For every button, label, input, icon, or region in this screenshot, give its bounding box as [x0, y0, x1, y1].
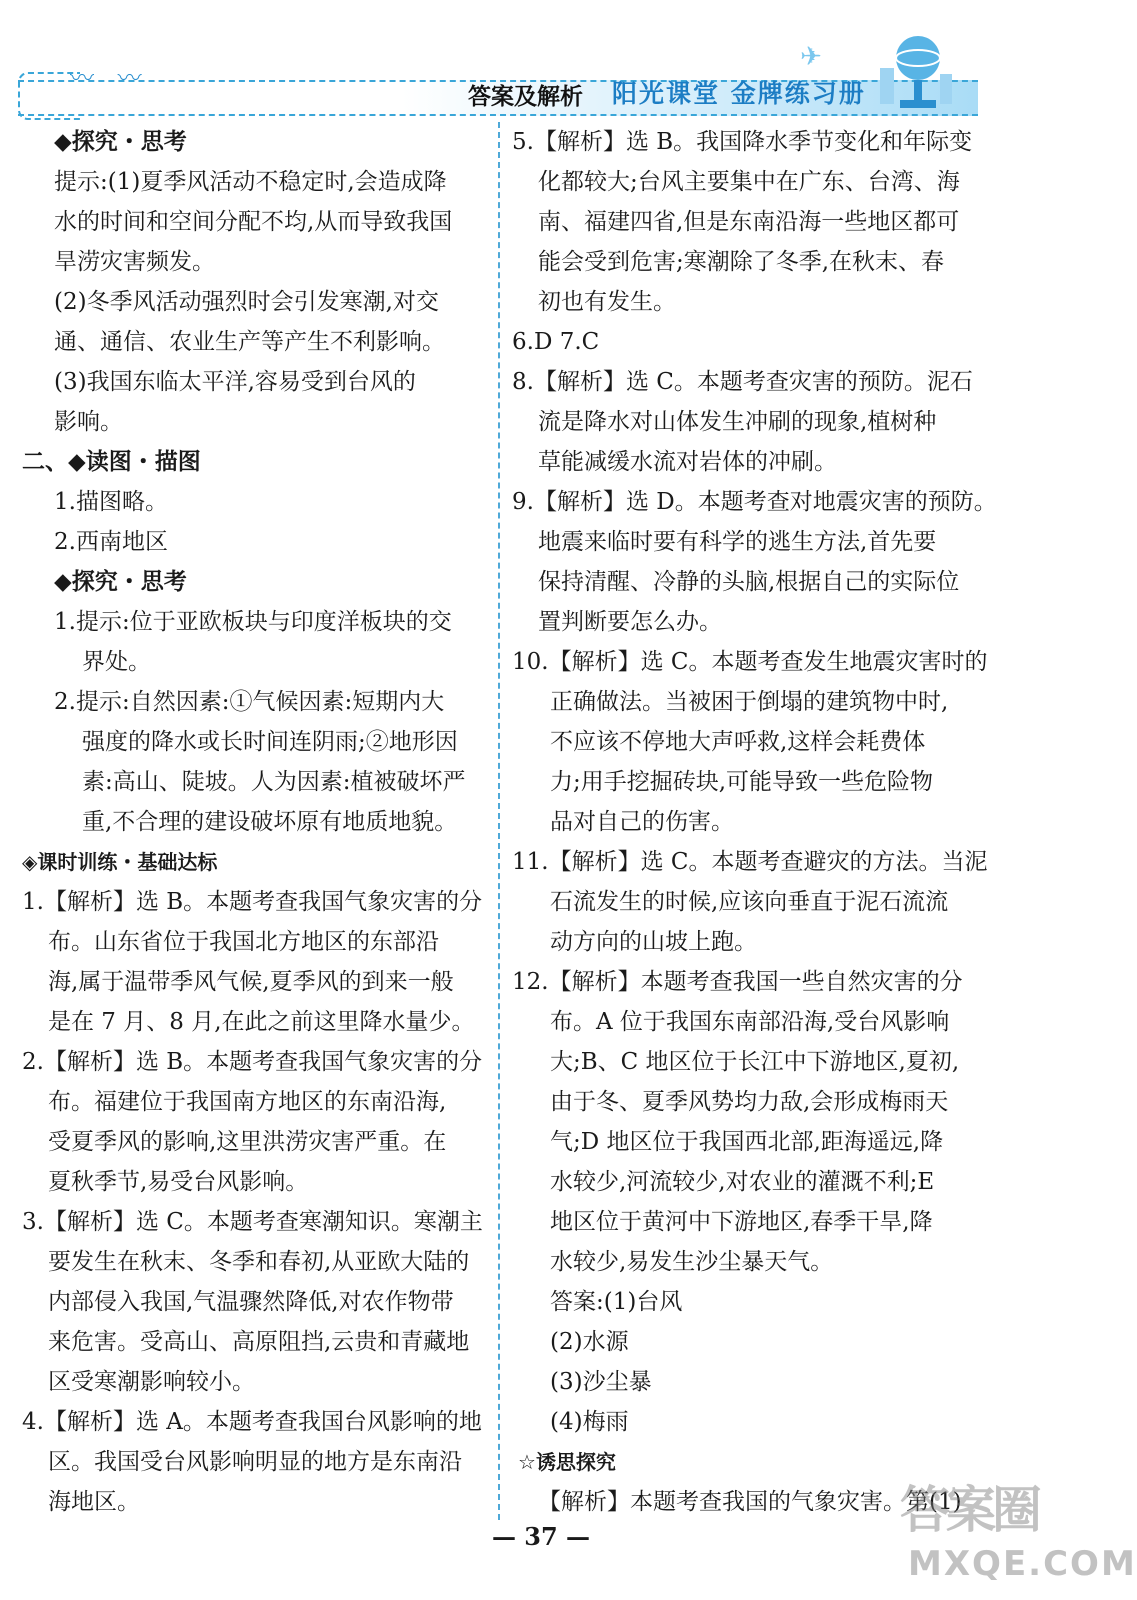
text-line: 力;用手挖掘砖块,可能导致一些危险物 — [550, 769, 934, 795]
text-line: 石流发生的时候,应该向垂直于泥石流流 — [550, 889, 949, 915]
text-line: 9.【解析】选 D。本题考查对地震灾害的预防。 — [512, 489, 997, 515]
text-line: 旱涝灾害频发。 — [54, 249, 215, 275]
text-line: (3)沙尘暴 — [550, 1369, 652, 1395]
text-line: 2.西南地区 — [54, 529, 168, 555]
text-line: 提示:(1)夏季风活动不稳定时,会造成降 — [54, 169, 447, 195]
page-number: — 37 — — [491, 1522, 591, 1551]
text-line: 化都较大;台风主要集中在广东、台湾、海 — [538, 169, 960, 195]
text-line: 1.描图略。 — [54, 489, 168, 515]
text-line: 保持清醒、冷静的头脑,根据自己的实际位 — [538, 569, 960, 595]
text-line: 布。福建位于我国南方地区的东南沿海, — [48, 1089, 447, 1115]
text-line: 地区位于黄河中下游地区,春季干旱,降 — [550, 1209, 933, 1235]
text-line: 10.【解析】选 C。本题考查发生地震灾害时的 — [512, 649, 988, 675]
text-line: 区。我国受台风影响明显的地方是东南沿 — [48, 1449, 462, 1475]
star-icon: ☆ — [518, 1450, 536, 1474]
text-line: 夏秋季节,易受台风影响。 — [48, 1169, 309, 1195]
text-line: 要发生在秋末、冬季和春初,从亚欧大陆的 — [48, 1249, 470, 1275]
text-line: 由于冬、夏季风势均力敌,会形成梅雨天 — [550, 1089, 949, 1115]
text-line: 1.提示:位于亚欧板块与印度洋板块的交 — [54, 609, 452, 635]
text-line: 通、通信、农业生产等产生不利影响。 — [54, 329, 445, 355]
text-line: 品对自己的伤害。 — [550, 809, 734, 835]
globe-icon — [870, 28, 960, 118]
text-line: 动方向的山坡上跑。 — [550, 929, 757, 955]
text-line: 重,不合理的建设破坏原有地质地貌。 — [82, 809, 458, 835]
text-line: 区受寒潮影响较小。 — [48, 1369, 255, 1395]
text-line: 是在 7 月、8 月,在此之前这里降水量少。 — [48, 1009, 475, 1035]
section-heading-inquiry: ☆诱思探究 — [518, 1450, 616, 1474]
text-line: 南、福建四省,但是东南沿海一些地区都可 — [538, 209, 960, 235]
text-line: 水的时间和空间分配不均,从而导致我国 — [54, 209, 453, 235]
text-line: 水较少,易发生沙尘暴天气。 — [550, 1249, 834, 1275]
text-line: 布。A 位于我国东南部沿海,受台风影响 — [550, 1009, 950, 1035]
text-line: 界处。 — [82, 649, 151, 675]
text-line: 能会受到危害;寒潮除了冬季,在秋末、春 — [538, 249, 945, 275]
text-line: 置判断要怎么办。 — [538, 609, 722, 635]
text-line: 受夏季风的影响,这里洪涝灾害严重。在 — [48, 1129, 447, 1155]
text-line: 影响。 — [54, 409, 123, 435]
text-line: (2)水源 — [550, 1329, 629, 1355]
text-line: 草能减缓水流对岩体的冲刷。 — [538, 449, 837, 475]
text-line: 不应该不停地大声呼救,这样会耗费体 — [550, 729, 926, 755]
section-heading-practice: ◈课时训练・基础达标 — [22, 850, 218, 874]
paper-plane-icon: ✈ — [800, 42, 822, 72]
text-line: 地震来临时要有科学的逃生方法,首先要 — [538, 529, 937, 555]
diamond-icon: ◈ — [22, 850, 38, 874]
text-line: 布。山东省位于我国北方地区的东部沿 — [48, 929, 439, 955]
text-line: 内部侵入我国,气温骤然降低,对农作物带 — [48, 1289, 454, 1315]
text-line: 正确做法。当被困于倒塌的建筑物中时, — [550, 689, 949, 715]
text-line: 5.【解析】选 B。我国降水季节变化和年际变 — [512, 129, 973, 155]
text-line: 初也有发生。 — [538, 289, 676, 315]
text-line: 1.【解析】选 B。本题考查我国气象灾害的分 — [22, 889, 483, 915]
header-brand: 阳光课堂 金牌练习册 — [612, 79, 866, 108]
text-line: 3.【解析】选 C。本题考查寒潮知识。寒潮主 — [22, 1209, 483, 1235]
text-line: 海地区。 — [48, 1489, 140, 1515]
text-line: 水较少,河流较少,对农业的灌溉不利;E — [550, 1169, 935, 1195]
text-line: 【解析】本题考查我国的气象灾害。第(1) — [538, 1489, 962, 1515]
text-line: 气;D 地区位于我国西北部,距海遥远,降 — [550, 1129, 944, 1155]
text-line: 答案:(1)台风 — [550, 1289, 683, 1315]
column-divider — [498, 122, 500, 1520]
text-line: 来危害。受高山、高原阻挡,云贵和青藏地 — [48, 1329, 470, 1355]
section-heading-map: 二、◆读图・描图 — [22, 449, 201, 475]
watermark-logo: 答案圈 MXQE.COM — [900, 1481, 1137, 1584]
section-heading-explore: ◆探究・思考 — [54, 129, 187, 155]
text-line: 6.D 7.C — [512, 329, 600, 355]
text-line: (2)冬季风活动强烈时会引发寒潮,对交 — [54, 289, 439, 315]
text-line: 大;B、C 地区位于长江中下游地区,夏初, — [550, 1049, 960, 1075]
text-line: (4)梅雨 — [550, 1409, 629, 1435]
text-line: 2.提示:自然因素:①气候因素:短期内大 — [54, 689, 445, 715]
header-answer-label: 答案及解析 — [468, 84, 583, 110]
text-line: 强度的降水或长时间连阴雨;②地形因 — [82, 729, 458, 755]
text-line: 2.【解析】选 B。本题考查我国气象灾害的分 — [22, 1049, 483, 1075]
text-line: 流是降水对山体发生冲刷的现象,植树种 — [538, 409, 937, 435]
text-line: 海,属于温带季风气候,夏季风的到来一般 — [48, 969, 454, 995]
text-line: 12.【解析】本题考查我国一些自然灾害的分 — [512, 969, 963, 995]
section-heading-explore: ◆探究・思考 — [54, 569, 187, 595]
bird-icon: 〰 〰 — [70, 64, 150, 92]
text-line: 素:高山、陡坡。人为因素:植被破坏严 — [82, 769, 466, 795]
text-line: 8.【解析】选 C。本题考查灾害的预防。泥石 — [512, 369, 973, 395]
page-header — [0, 0, 1082, 125]
text-line: 4.【解析】选 A。本题考查我国台风影响的地 — [22, 1409, 482, 1435]
text-line: (3)我国东临太平洋,容易受到台风的 — [54, 369, 416, 395]
text-line: 11.【解析】选 C。本题考查避灾的方法。当泥 — [512, 849, 988, 875]
